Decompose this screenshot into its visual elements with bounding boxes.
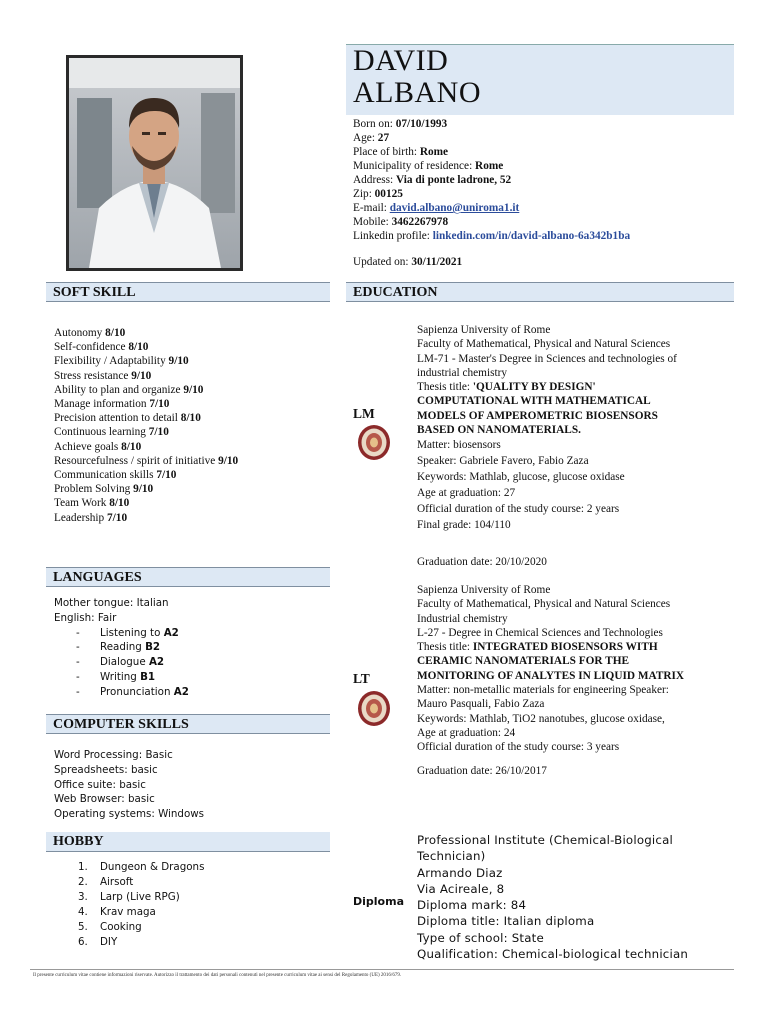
place-label: Place of birth: [353,146,417,158]
lt-keywords: Keywords: Mathlab, TiO2 nanotubes, glucose oxidase, [417,712,665,725]
list-item: Autonomy 8/10 [54,327,126,339]
list-item: Web Browser: basic [54,793,155,806]
lm-thesis: Thesis title: 'QUALITY BY DESIGN' [417,381,596,394]
list-item: Resourcefulness / spirit of initiative 9/10 [54,454,239,467]
lm-course-cont: industrial chemistry [417,366,508,379]
lt-thesis-3: MONITORING OF ANALYTES IN LIQUID MATRIX [417,669,685,682]
university-seal-icon [357,424,391,466]
born-label: Born on: [353,118,393,130]
lt-course-2: L-27 - Degree in Chemical Sciences and Technologies [417,626,663,639]
list-item: Diploma mark: 84 [417,898,527,913]
place-value: Rome [419,146,449,158]
footer-divider [30,969,734,970]
languages-list [54,596,189,700]
lt-age: Age at graduation: 24 [417,726,516,739]
list-item: Diploma title: Italian diploma [417,914,595,929]
diploma-label: Diploma [353,895,404,908]
list-item: Type of school: State [417,930,544,945]
personal-details [353,117,630,243]
email-row [353,201,630,215]
linkedin-label: Linkedin profile: [353,230,430,242]
soft-skill-list [54,326,238,525]
lm-faculty: Faculty of Mathematical, Physical and Natural Sciences [417,338,671,351]
lm-matter: Matter: biosensors [417,439,501,452]
lm-graduation-date: Graduation date: 20/10/2020 [417,556,547,568]
list-item: - Pronunciation A2 [76,685,189,698]
profile-photo-image [69,58,240,268]
linkedin-link[interactable]: linkedin.com/in/david-albano-6a342b1ba [432,230,631,242]
degree-lm-label: LM [353,406,375,421]
soft-skill-heading: SOFT SKILL [46,282,330,302]
list-item: 2. Airsoft [78,876,134,888]
lt-faculty: Faculty of Mathematical, Physical and Natural Sciences [417,598,671,611]
lt-duration: Official duration of the study course: 3 years [417,741,620,754]
zip-label: Zip: [353,188,372,200]
privacy-footer: Il presente curriculum vitae contiene informazioni riservate. Autorizzo il trattamento dei dati personali contenuti nel presente curriculum vitae ai sensi del Regolamento (UE) 2016/679. [33,973,402,978]
name-header [346,44,734,115]
education-lt-details [417,583,737,755]
list-item: Flexibility / Adaptability 9/10 [54,355,189,368]
address-value: Via di ponte ladrone, 52 [396,174,512,186]
list-item: Problem Solving 9/10 [54,483,154,496]
mobile-row [353,215,630,229]
list-item: 4. Krav maga [78,906,156,918]
mobile-label: Mobile: [353,216,389,228]
linkedin-row [353,229,630,243]
list-item: Leadership 7/10 [54,511,128,524]
hobby-heading: HOBBY [46,832,330,852]
list-item: Precision attention to detail 8/10 [54,412,201,425]
lt-speaker: Mauro Pasquali, Fabio Zaza [417,698,545,711]
born-row [353,117,630,131]
profile-photo [66,55,243,271]
lt-graduation-date: Graduation date: 26/10/2017 [417,765,547,777]
age-row [353,131,630,145]
list-item: Word Processing: Basic [54,749,173,761]
updated-row [353,256,462,268]
age-value: 27 [377,132,390,144]
first-name: DAVID [353,44,449,77]
list-item: Self-confidence 8/10 [54,341,149,354]
computer-skills-list [54,748,204,822]
lm-thesis-2: COMPUTATIONAL WITH MATHEMATICAL [417,395,651,408]
list-item: Professional Institute (Chemical-Biological [417,833,674,847]
education-lm-details [417,323,737,533]
list-item: - Listening to A2 [76,626,179,639]
born-value: 07/10/1993 [395,118,448,130]
municipality-label: Municipality of residence: [353,160,473,172]
address-label: Address: [353,174,394,186]
lm-thesis-3: MODELS OF AMPEROMETRIC BIOSENSORS [417,409,658,422]
list-item: Qualification: Chemical-biological technician [417,947,689,962]
lt-university: Sapienza University of Rome [417,584,551,596]
zip-row [353,187,630,201]
email-label: E-mail: [353,202,387,214]
age-label: Age: [353,132,375,144]
lm-thesis-4: BASED ON NANOMATERIALS. [417,424,581,437]
address-row [353,173,630,187]
university-seal-icon [357,690,391,732]
list-item: Via Acireale, 8 [417,881,505,896]
list-item: - Writing B1 [76,670,156,683]
list-item: Ability to plan and organize 9/10 [54,383,204,396]
municipality-row [353,159,630,173]
lm-speaker: Speaker: Gabriele Favero, Fabio Zaza [417,455,589,468]
lt-thesis-2: CERAMIC NANOMATERIALS FOR THE [417,655,630,668]
list-item: Spreadsheets: basic [54,763,158,776]
list-item: 6. DIY [78,936,118,948]
lt-thesis: Thesis title: INTEGRATED BIOSENSORS WITH [417,641,658,654]
degree-lt-label: LT [353,671,370,686]
list-item: Office suite: basic [54,778,146,791]
lm-grade: Final grade: 104/110 [417,519,511,532]
list-item: Technician) [417,849,486,864]
last-name: ALBANO [353,76,481,109]
education-heading: EDUCATION [346,282,734,302]
lm-university: Sapienza University of Rome [417,324,551,336]
list-item: Continuous learning 7/10 [54,426,169,439]
list-item: Communication skills 7/10 [54,469,177,482]
list-item: Stress resistance 9/10 [54,369,152,382]
list-item: Operating systems: Windows [54,808,205,821]
list-item: - Reading B2 [76,641,161,654]
list-item: Team Work 8/10 [54,497,130,510]
english-level: English: Fair [54,611,117,624]
list-item: Achieve goals 8/10 [54,440,142,453]
email-link[interactable]: david.albano@uniroma1.it [389,202,520,214]
updated-value: 30/11/2021 [411,256,463,268]
list-item: 5. Cooking [78,921,142,933]
place-row [353,145,630,159]
list-item: Manage information 7/10 [54,398,170,411]
list-item: - Dialogue A2 [76,656,165,669]
municipality-value: Rome [475,160,504,172]
lm-course: LM-71 - Master's Degree in Sciences and technologies of [417,352,677,365]
computer-skills-heading: COMPUTER SKILLS [46,714,330,734]
lm-duration: Official duration of the study course: 2 years [417,503,620,516]
updated-label: Updated on: [353,256,409,268]
mother-tongue: Mother tongue: Italian [54,597,169,609]
lt-matter: Matter: non-metallic materials for engineering Speaker: [417,684,669,697]
hobby-list [78,860,204,950]
lm-age: Age at graduation: 27 [417,487,516,500]
lm-keywords: Keywords: Mathlab, glucose, glucose oxidase [417,471,625,484]
mobile-value: 3462267978 [391,216,449,228]
languages-heading: LANGUAGES [46,567,330,587]
zip-value: 00125 [374,188,403,200]
diploma-details [417,832,688,962]
list-item: Armando Diaz [417,865,503,880]
lt-course: Industrial chemistry [417,612,508,625]
list-item: 1. Dungeon & Dragons [78,861,205,873]
list-item: 3. Larp (Live RPG) [78,891,180,903]
